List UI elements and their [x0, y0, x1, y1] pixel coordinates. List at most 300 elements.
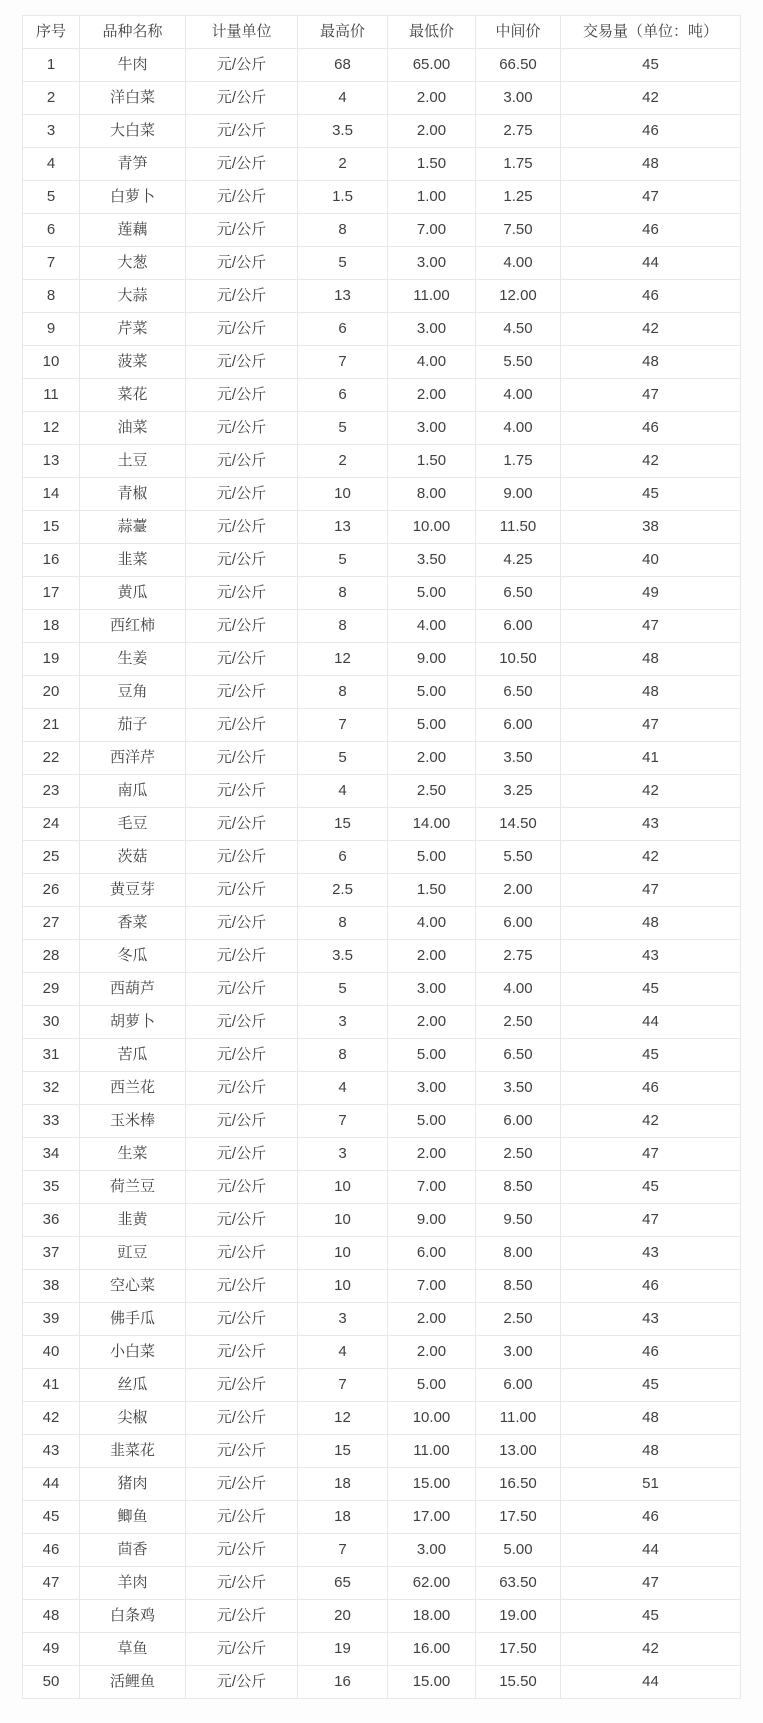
cell-index: 24: [23, 808, 80, 841]
table-row: [23, 1369, 741, 1402]
cell-low-price: 9.00: [388, 1204, 476, 1237]
table-row: [23, 181, 741, 214]
cell-mid-price: 2.75: [476, 940, 561, 973]
table-row: [23, 214, 741, 247]
cell-high-price: 15: [298, 808, 388, 841]
cell-unit: 元/公斤: [186, 379, 298, 412]
column-header-volume: 交易量（单位：吨）: [561, 16, 741, 49]
cell-product-name: 菠菜: [80, 346, 186, 379]
cell-volume: 46: [561, 280, 741, 313]
cell-product-name: 丝瓜: [80, 1369, 186, 1402]
cell-mid-price: 11.00: [476, 1402, 561, 1435]
cell-high-price: 5: [298, 412, 388, 445]
table-row: [23, 1435, 741, 1468]
cell-index: 32: [23, 1072, 80, 1105]
cell-low-price: 4.00: [388, 346, 476, 379]
cell-mid-price: 4.25: [476, 544, 561, 577]
cell-low-price: 65.00: [388, 49, 476, 82]
cell-high-price: 3: [298, 1006, 388, 1039]
cell-mid-price: 3.25: [476, 775, 561, 808]
cell-low-price: 10.00: [388, 511, 476, 544]
cell-high-price: 7: [298, 1534, 388, 1567]
cell-index: 46: [23, 1534, 80, 1567]
table-row: [23, 247, 741, 280]
cell-index: 9: [23, 313, 80, 346]
cell-low-price: 4.00: [388, 907, 476, 940]
cell-index: 28: [23, 940, 80, 973]
cell-low-price: 3.00: [388, 1534, 476, 1567]
cell-index: 35: [23, 1171, 80, 1204]
cell-high-price: 6: [298, 379, 388, 412]
cell-high-price: 12: [298, 643, 388, 676]
cell-mid-price: 4.50: [476, 313, 561, 346]
cell-product-name: 白萝卜: [80, 181, 186, 214]
cell-low-price: 8.00: [388, 478, 476, 511]
cell-unit: 元/公斤: [186, 808, 298, 841]
cell-low-price: 1.50: [388, 445, 476, 478]
table-row: [23, 709, 741, 742]
cell-mid-price: 3.50: [476, 1072, 561, 1105]
cell-index: 29: [23, 973, 80, 1006]
cell-mid-price: 6.50: [476, 1039, 561, 1072]
cell-unit: 元/公斤: [186, 346, 298, 379]
column-header-product-name: 品种名称: [80, 16, 186, 49]
cell-mid-price: 6.00: [476, 610, 561, 643]
cell-volume: 42: [561, 313, 741, 346]
cell-mid-price: 3.00: [476, 82, 561, 115]
cell-unit: 元/公斤: [186, 1501, 298, 1534]
cell-volume: 42: [561, 775, 741, 808]
cell-index: 30: [23, 1006, 80, 1039]
cell-mid-price: 66.50: [476, 49, 561, 82]
cell-volume: 42: [561, 82, 741, 115]
table-row: [23, 412, 741, 445]
cell-unit: 元/公斤: [186, 247, 298, 280]
cell-product-name: 西红柿: [80, 610, 186, 643]
cell-volume: 44: [561, 247, 741, 280]
cell-high-price: 7: [298, 1105, 388, 1138]
cell-product-name: 蒜薹: [80, 511, 186, 544]
cell-index: 50: [23, 1666, 80, 1699]
cell-unit: 元/公斤: [186, 1534, 298, 1567]
cell-low-price: 2.00: [388, 379, 476, 412]
cell-product-name: 韭菜: [80, 544, 186, 577]
table-row: [23, 313, 741, 346]
cell-volume: 45: [561, 478, 741, 511]
cell-product-name: 冬瓜: [80, 940, 186, 973]
cell-product-name: 洋白菜: [80, 82, 186, 115]
cell-product-name: 苦瓜: [80, 1039, 186, 1072]
cell-product-name: 空心菜: [80, 1270, 186, 1303]
cell-product-name: 青椒: [80, 478, 186, 511]
cell-product-name: 西葫芦: [80, 973, 186, 1006]
cell-product-name: 芹菜: [80, 313, 186, 346]
table-row: [23, 1468, 741, 1501]
cell-volume: 47: [561, 874, 741, 907]
cell-unit: 元/公斤: [186, 940, 298, 973]
cell-mid-price: 6.50: [476, 577, 561, 610]
cell-high-price: 8: [298, 676, 388, 709]
cell-volume: 46: [561, 1270, 741, 1303]
cell-product-name: 韭菜花: [80, 1435, 186, 1468]
cell-volume: 45: [561, 1600, 741, 1633]
cell-unit: 元/公斤: [186, 1237, 298, 1270]
table-row: [23, 445, 741, 478]
cell-unit: 元/公斤: [186, 841, 298, 874]
table-row: [23, 874, 741, 907]
table-row: [23, 1666, 741, 1699]
cell-mid-price: 14.50: [476, 808, 561, 841]
table-row: [23, 379, 741, 412]
cell-low-price: 16.00: [388, 1633, 476, 1666]
cell-index: 5: [23, 181, 80, 214]
cell-low-price: 3.00: [388, 412, 476, 445]
cell-low-price: 62.00: [388, 1567, 476, 1600]
cell-unit: 元/公斤: [186, 181, 298, 214]
cell-product-name: 南瓜: [80, 775, 186, 808]
cell-low-price: 5.00: [388, 577, 476, 610]
cell-mid-price: 8.00: [476, 1237, 561, 1270]
table-row: [23, 478, 741, 511]
cell-product-name: 生菜: [80, 1138, 186, 1171]
cell-low-price: 2.00: [388, 1336, 476, 1369]
cell-mid-price: 2.50: [476, 1303, 561, 1336]
cell-index: 4: [23, 148, 80, 181]
cell-mid-price: 2.00: [476, 874, 561, 907]
table-row: [23, 1303, 741, 1336]
cell-volume: 43: [561, 808, 741, 841]
table-row: [23, 676, 741, 709]
table-row: [23, 841, 741, 874]
cell-index: 43: [23, 1435, 80, 1468]
cell-high-price: 18: [298, 1468, 388, 1501]
cell-volume: 48: [561, 643, 741, 676]
cell-high-price: 8: [298, 907, 388, 940]
cell-product-name: 香菜: [80, 907, 186, 940]
cell-low-price: 1.50: [388, 148, 476, 181]
cell-low-price: 18.00: [388, 1600, 476, 1633]
cell-mid-price: 63.50: [476, 1567, 561, 1600]
cell-volume: 42: [561, 1633, 741, 1666]
table-row: [23, 742, 741, 775]
cell-unit: 元/公斤: [186, 907, 298, 940]
cell-high-price: 10: [298, 1237, 388, 1270]
table-row: [23, 1039, 741, 1072]
cell-mid-price: 6.50: [476, 676, 561, 709]
cell-volume: 42: [561, 1105, 741, 1138]
cell-high-price: 13: [298, 280, 388, 313]
cell-unit: 元/公斤: [186, 874, 298, 907]
cell-unit: 元/公斤: [186, 115, 298, 148]
market-price-table: [22, 15, 741, 1699]
cell-unit: 元/公斤: [186, 610, 298, 643]
cell-index: 10: [23, 346, 80, 379]
cell-low-price: 2.00: [388, 742, 476, 775]
cell-low-price: 7.00: [388, 1171, 476, 1204]
cell-high-price: 65: [298, 1567, 388, 1600]
cell-volume: 47: [561, 610, 741, 643]
cell-volume: 43: [561, 1237, 741, 1270]
cell-high-price: 8: [298, 214, 388, 247]
cell-unit: 元/公斤: [186, 1105, 298, 1138]
cell-product-name: 西洋芹: [80, 742, 186, 775]
cell-high-price: 2: [298, 445, 388, 478]
cell-low-price: 4.00: [388, 610, 476, 643]
cell-high-price: 19: [298, 1633, 388, 1666]
table-row: [23, 1105, 741, 1138]
cell-volume: 43: [561, 1303, 741, 1336]
cell-high-price: 2.5: [298, 874, 388, 907]
cell-unit: 元/公斤: [186, 1270, 298, 1303]
cell-volume: 47: [561, 709, 741, 742]
cell-mid-price: 6.00: [476, 907, 561, 940]
cell-high-price: 20: [298, 1600, 388, 1633]
table-row: [23, 1336, 741, 1369]
cell-unit: 元/公斤: [186, 214, 298, 247]
cell-volume: 46: [561, 412, 741, 445]
cell-product-name: 毛豆: [80, 808, 186, 841]
cell-index: 8: [23, 280, 80, 313]
cell-low-price: 2.00: [388, 82, 476, 115]
table-row: [23, 1600, 741, 1633]
cell-high-price: 5: [298, 544, 388, 577]
table-row: [23, 1270, 741, 1303]
cell-unit: 元/公斤: [186, 511, 298, 544]
header-row: [23, 16, 741, 49]
table-row: [23, 1501, 741, 1534]
cell-index: 1: [23, 49, 80, 82]
table-row: [23, 1138, 741, 1171]
cell-low-price: 15.00: [388, 1468, 476, 1501]
cell-unit: 元/公斤: [186, 1138, 298, 1171]
cell-unit: 元/公斤: [186, 709, 298, 742]
cell-index: 20: [23, 676, 80, 709]
cell-index: 31: [23, 1039, 80, 1072]
cell-high-price: 16: [298, 1666, 388, 1699]
cell-product-name: 菜花: [80, 379, 186, 412]
cell-volume: 45: [561, 973, 741, 1006]
cell-unit: 元/公斤: [186, 1369, 298, 1402]
cell-mid-price: 6.00: [476, 1369, 561, 1402]
cell-unit: 元/公斤: [186, 1435, 298, 1468]
cell-unit: 元/公斤: [186, 445, 298, 478]
cell-unit: 元/公斤: [186, 1006, 298, 1039]
cell-low-price: 2.00: [388, 1303, 476, 1336]
cell-product-name: 白条鸡: [80, 1600, 186, 1633]
cell-unit: 元/公斤: [186, 1402, 298, 1435]
cell-product-name: 活鲤鱼: [80, 1666, 186, 1699]
table-row: [23, 544, 741, 577]
cell-product-name: 荷兰豆: [80, 1171, 186, 1204]
table-row: [23, 49, 741, 82]
cell-mid-price: 4.00: [476, 412, 561, 445]
cell-unit: 元/公斤: [186, 478, 298, 511]
table-row: [23, 82, 741, 115]
cell-index: 21: [23, 709, 80, 742]
cell-index: 2: [23, 82, 80, 115]
cell-mid-price: 6.00: [476, 709, 561, 742]
cell-product-name: 大蒜: [80, 280, 186, 313]
table-row: [23, 1402, 741, 1435]
cell-low-price: 9.00: [388, 643, 476, 676]
table-row: [23, 643, 741, 676]
cell-high-price: 7: [298, 346, 388, 379]
cell-volume: 47: [561, 1204, 741, 1237]
cell-low-price: 5.00: [388, 1105, 476, 1138]
cell-index: 33: [23, 1105, 80, 1138]
cell-unit: 元/公斤: [186, 412, 298, 445]
table-row: [23, 973, 741, 1006]
cell-mid-price: 9.00: [476, 478, 561, 511]
cell-high-price: 8: [298, 577, 388, 610]
cell-unit: 元/公斤: [186, 1666, 298, 1699]
cell-product-name: 茨菇: [80, 841, 186, 874]
table-row: [23, 280, 741, 313]
cell-high-price: 5: [298, 247, 388, 280]
cell-high-price: 3.5: [298, 115, 388, 148]
cell-low-price: 6.00: [388, 1237, 476, 1270]
cell-index: 45: [23, 1501, 80, 1534]
cell-index: 41: [23, 1369, 80, 1402]
cell-mid-price: 6.00: [476, 1105, 561, 1138]
cell-mid-price: 1.75: [476, 445, 561, 478]
table-row: [23, 610, 741, 643]
cell-product-name: 玉米棒: [80, 1105, 186, 1138]
cell-low-price: 1.50: [388, 874, 476, 907]
cell-high-price: 10: [298, 478, 388, 511]
cell-mid-price: 4.00: [476, 247, 561, 280]
cell-mid-price: 5.00: [476, 1534, 561, 1567]
column-header-low-price: 最低价: [388, 16, 476, 49]
column-header-unit: 计量单位: [186, 16, 298, 49]
cell-volume: 47: [561, 1138, 741, 1171]
cell-unit: 元/公斤: [186, 1336, 298, 1369]
cell-volume: 38: [561, 511, 741, 544]
cell-high-price: 1.5: [298, 181, 388, 214]
cell-high-price: 4: [298, 1072, 388, 1105]
cell-product-name: 豆角: [80, 676, 186, 709]
cell-mid-price: 11.50: [476, 511, 561, 544]
cell-high-price: 15: [298, 1435, 388, 1468]
cell-low-price: 11.00: [388, 280, 476, 313]
cell-product-name: 牛肉: [80, 49, 186, 82]
table-row: [23, 1237, 741, 1270]
cell-high-price: 6: [298, 313, 388, 346]
cell-index: 14: [23, 478, 80, 511]
cell-unit: 元/公斤: [186, 577, 298, 610]
cell-index: 37: [23, 1237, 80, 1270]
cell-mid-price: 2.50: [476, 1006, 561, 1039]
cell-unit: 元/公斤: [186, 1171, 298, 1204]
cell-high-price: 2: [298, 148, 388, 181]
cell-index: 16: [23, 544, 80, 577]
cell-low-price: 11.00: [388, 1435, 476, 1468]
cell-product-name: 韭黄: [80, 1204, 186, 1237]
cell-index: 19: [23, 643, 80, 676]
cell-volume: 44: [561, 1666, 741, 1699]
cell-index: 38: [23, 1270, 80, 1303]
cell-index: 49: [23, 1633, 80, 1666]
cell-volume: 46: [561, 115, 741, 148]
cell-low-price: 3.50: [388, 544, 476, 577]
cell-index: 34: [23, 1138, 80, 1171]
cell-volume: 48: [561, 148, 741, 181]
cell-low-price: 7.00: [388, 214, 476, 247]
cell-unit: 元/公斤: [186, 643, 298, 676]
cell-mid-price: 1.75: [476, 148, 561, 181]
cell-high-price: 4: [298, 1336, 388, 1369]
cell-mid-price: 8.50: [476, 1171, 561, 1204]
table-row: [23, 1072, 741, 1105]
cell-high-price: 5: [298, 973, 388, 1006]
cell-unit: 元/公斤: [186, 1468, 298, 1501]
cell-product-name: 油菜: [80, 412, 186, 445]
cell-mid-price: 5.50: [476, 346, 561, 379]
cell-index: 47: [23, 1567, 80, 1600]
cell-mid-price: 4.00: [476, 379, 561, 412]
cell-high-price: 10: [298, 1171, 388, 1204]
cell-product-name: 黄豆芽: [80, 874, 186, 907]
cell-product-name: 小白菜: [80, 1336, 186, 1369]
cell-low-price: 2.00: [388, 1138, 476, 1171]
cell-index: 42: [23, 1402, 80, 1435]
cell-mid-price: 12.00: [476, 280, 561, 313]
cell-product-name: 豇豆: [80, 1237, 186, 1270]
table-row: [23, 808, 741, 841]
cell-low-price: 7.00: [388, 1270, 476, 1303]
cell-volume: 44: [561, 1006, 741, 1039]
cell-low-price: 3.00: [388, 313, 476, 346]
table-row: [23, 907, 741, 940]
cell-low-price: 5.00: [388, 676, 476, 709]
cell-volume: 46: [561, 1501, 741, 1534]
cell-volume: 49: [561, 577, 741, 610]
cell-unit: 元/公斤: [186, 49, 298, 82]
cell-unit: 元/公斤: [186, 742, 298, 775]
cell-low-price: 10.00: [388, 1402, 476, 1435]
cell-volume: 46: [561, 214, 741, 247]
cell-product-name: 大葱: [80, 247, 186, 280]
cell-index: 36: [23, 1204, 80, 1237]
cell-index: 39: [23, 1303, 80, 1336]
cell-high-price: 4: [298, 775, 388, 808]
cell-product-name: 大白菜: [80, 115, 186, 148]
cell-unit: 元/公斤: [186, 1072, 298, 1105]
cell-product-name: 羊肉: [80, 1567, 186, 1600]
cell-product-name: 青笋: [80, 148, 186, 181]
cell-volume: 44: [561, 1534, 741, 1567]
cell-mid-price: 10.50: [476, 643, 561, 676]
cell-low-price: 2.00: [388, 1006, 476, 1039]
cell-volume: 48: [561, 676, 741, 709]
cell-index: 22: [23, 742, 80, 775]
cell-high-price: 6: [298, 841, 388, 874]
cell-high-price: 12: [298, 1402, 388, 1435]
table-row: [23, 1171, 741, 1204]
cell-high-price: 13: [298, 511, 388, 544]
cell-index: 40: [23, 1336, 80, 1369]
cell-mid-price: 9.50: [476, 1204, 561, 1237]
cell-index: 15: [23, 511, 80, 544]
cell-unit: 元/公斤: [186, 1303, 298, 1336]
cell-index: 26: [23, 874, 80, 907]
table-row: [23, 511, 741, 544]
cell-unit: 元/公斤: [186, 1633, 298, 1666]
cell-product-name: 鲫鱼: [80, 1501, 186, 1534]
cell-unit: 元/公斤: [186, 82, 298, 115]
cell-product-name: 茄子: [80, 709, 186, 742]
cell-unit: 元/公斤: [186, 280, 298, 313]
